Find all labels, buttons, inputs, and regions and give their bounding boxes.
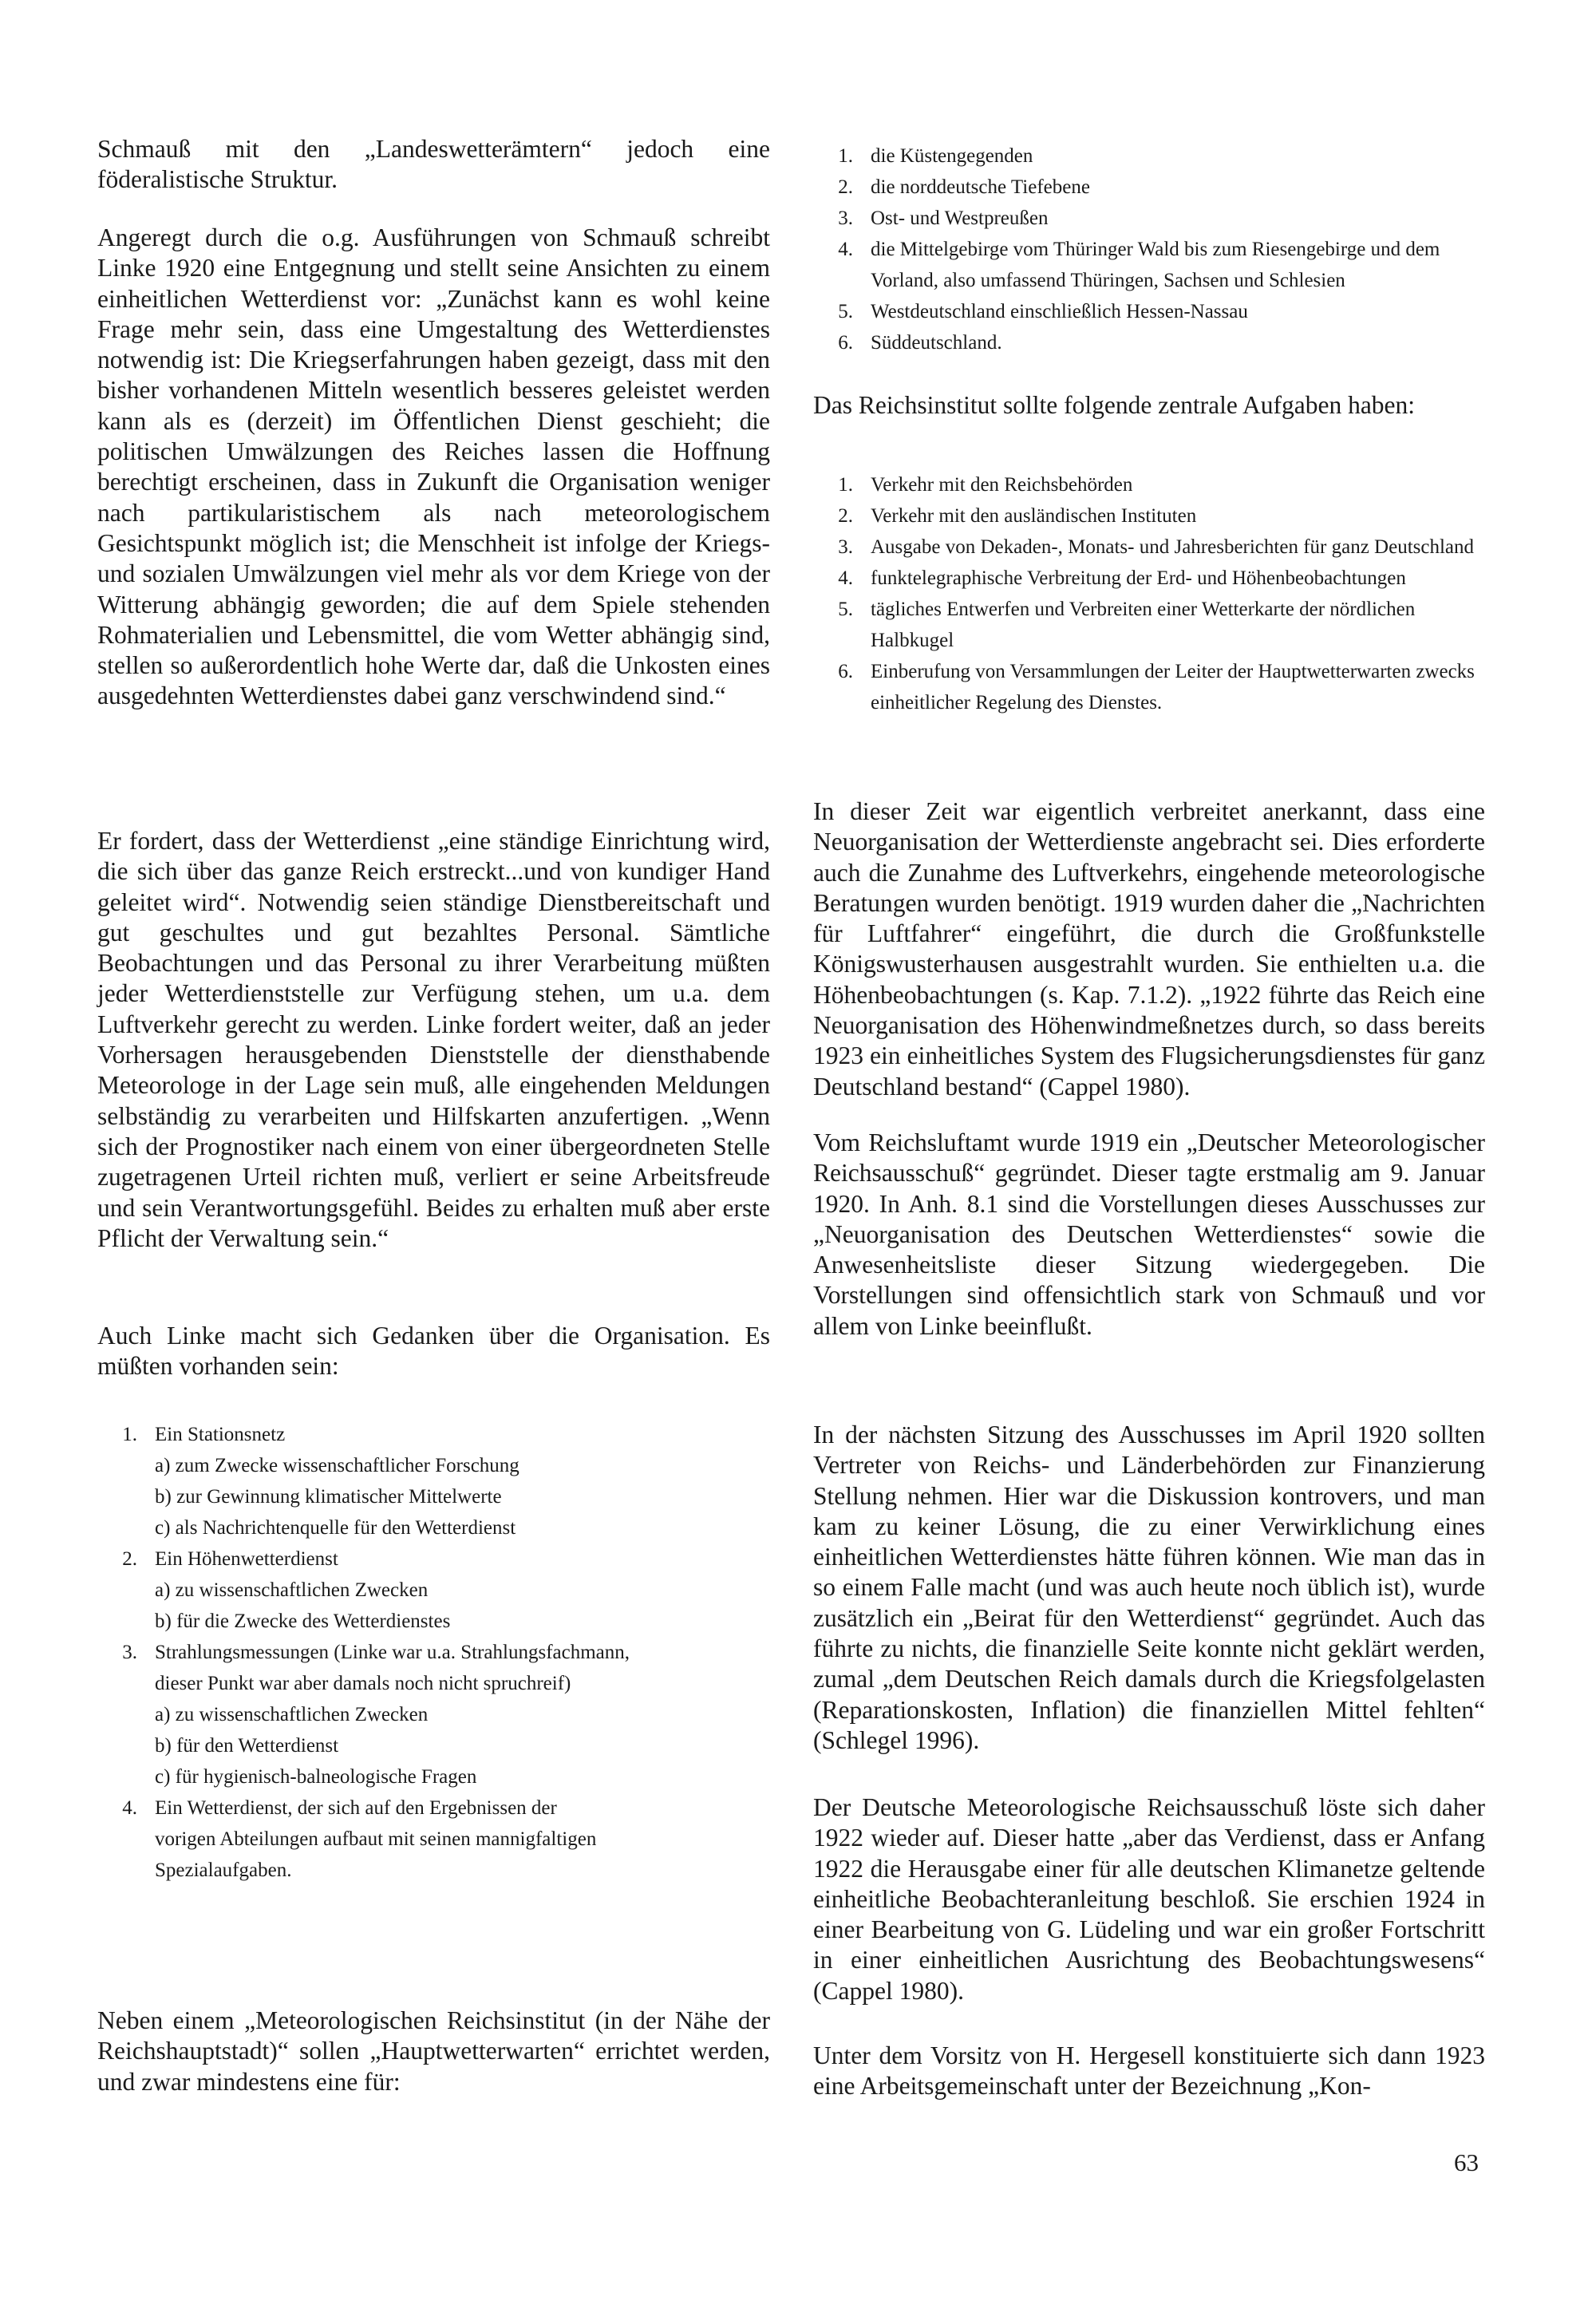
list-text: Ausgabe von Dekaden-, Monats- und Jahresberichten für ganz Deutschland [871, 536, 1475, 558]
list-text: Einberufung von Versammlungen der Leiter der Hauptwetterwarten zwecks einheitlicher Regelung des Dienstes. [871, 661, 1475, 713]
list-item [97, 1606, 770, 1637]
list-item [813, 532, 1485, 563]
list-text: Strahlungsmessungen (Linke war u.a. Strahlungsfachmann, [155, 1642, 630, 1663]
list-group [97, 1637, 770, 1792]
right-paragraph-2 [813, 796, 1485, 1102]
list-item [813, 172, 1485, 203]
list-text: Westdeutschland einschließlich Hessen-Nassau [871, 301, 1248, 322]
paragraph: Auch Linke macht sich Gedanken über die Organisation. Es müßten vorhanden sein: [97, 1322, 770, 1381]
list-item [97, 1824, 770, 1855]
paragraph: Neben einem „Meteorologischen Reichsinstitut (in der Nähe der Reichshauptstadt)“ sollen „Hauptwetterwarten“ errichtet werden, und zwar mindestens eine für: [97, 2006, 770, 2096]
right-paragraph-1 [813, 390, 1485, 421]
list-number: 3. [838, 207, 853, 229]
list-number: 6. [838, 661, 853, 682]
list-item [97, 1481, 770, 1512]
list-text: die Mittelgebirge vom Thüringer Wald bis zum Riesengebirge und dem Vorland, also umfassend Thüringen, Sachsen und Schlesien [871, 239, 1440, 291]
left-paragraph-1 [97, 134, 770, 196]
hauptwetterwarten-list [813, 140, 1485, 358]
list-number [97, 1730, 155, 1761]
left-paragraph-2 [97, 223, 770, 712]
list-number [97, 1606, 155, 1637]
list-number: 4. [122, 1797, 137, 1819]
list-text: a) zu wissenschaftlichen Zwecken [155, 1704, 429, 1725]
list-number [97, 1481, 155, 1512]
list-text: Verkehr mit den ausländischen Instituten [871, 505, 1197, 527]
list-group [97, 1543, 770, 1637]
left-paragraph-3 [97, 826, 770, 1254]
list-number: 5. [838, 301, 853, 322]
list-item [813, 656, 1485, 718]
list-group [97, 1792, 770, 1886]
list-number [97, 1512, 155, 1543]
paragraph: Der Deutsche Meteorologische Reichsausschuß löste sich daher 1922 wieder auf. Dieser hatte „aber das Verdienst, dass er Anfang 1922 die Herausgabe einer für alle deutschen Klimanetze geltende einheitliche Beobachteranleitung beschloß. Sie erschien 1924 in einer Bearbeitung von G. Lüdeling und war ein großer Fortschritt in einer einheitlichen Ausrichtung des Beobachtungswesens“ (Cappel 1980). [813, 1793, 1485, 2005]
right-paragraph-3 [813, 1128, 1485, 1342]
paragraph: Vom Reichsluftamt wurde 1919 ein „Deutscher Meteorologischer Reichsausschuß“ gegründet. Dieser tagte erstmalig am 9. Januar 1920. In Anh. 8.1 sind die Vorstellungen dieses Ausschusses zur „Neuorganisation des Deutschen Wetterdienstes“ sowie die Anwesenheitsliste dieser Sitzung wiedergegeben. Die Vorstellungen sind offensichtlich stark von Schmauß und vor allem von Linke beeinflußt. [813, 1128, 1485, 1340]
list-item [97, 1450, 770, 1481]
list-item [813, 594, 1485, 656]
list-item [813, 203, 1485, 234]
list-item [97, 1730, 770, 1761]
list-item [813, 563, 1485, 594]
list-item [813, 296, 1485, 327]
list-item [97, 1637, 770, 1668]
list-number: 4. [838, 567, 853, 589]
list-text: c) für hygienisch-balneologische Fragen [155, 1766, 477, 1788]
list-number: 6. [838, 332, 853, 354]
list-item [97, 1543, 770, 1575]
right-paragraph-5 [813, 1792, 1485, 2006]
list-text: Spezialaufgaben. [155, 1860, 292, 1881]
paragraph: In der nächsten Sitzung des Ausschusses im April 1920 sollten Vertreter von Reichs- und Länderbehörden zur Finanzierung Stellung nehmen. Hier war die Diskussion kontrovers, und man kam zu keiner Lösung, die zu einer Verwirklichung eines einheitlichen Wetterdienstes hätte führen können. Wie man das in so einem Falle macht (und was auch heute noch üblich ist), wurde zusätzlich ein „Beirat für den Wetterdienst“ gegründet. Auch das führte zu nichts, die finanzielle Seite konnte nicht geklärt werden, zumal „dem Deutschen Reich damals durch die Kriegsfolgelasten (Reparationskosten, Inflation) die finanziellen Mittel fehlten“ (Schlegel 1996). [813, 1421, 1485, 1754]
list-text: die norddeutsche Tiefebene [871, 176, 1090, 198]
list-number: 2. [838, 176, 853, 198]
list-number: 4. [838, 239, 853, 260]
list-number: 2. [122, 1548, 137, 1570]
list-text: Ost- und Westpreußen [871, 207, 1049, 229]
list-item [97, 1699, 770, 1730]
list-item [813, 327, 1485, 358]
right-paragraph-6 [813, 2041, 1485, 2102]
paragraph: Unter dem Vorsitz von H. Hergesell konstituierte sich dann 1923 eine Arbeitsgemeinschaft unter der Bezeichnung „Kon- [813, 2041, 1485, 2101]
list-number [97, 1450, 155, 1481]
list-text: Ein Wetterdienst, der sich auf den Ergebnissen der [155, 1797, 557, 1819]
list-number: 3. [838, 536, 853, 558]
list-number: 3. [122, 1642, 137, 1663]
list-number: 1. [838, 145, 853, 167]
list-item [813, 234, 1485, 296]
organisation-list [97, 1419, 770, 1886]
paragraph: Schmauß mit den „Landeswetterämtern“ jedoch eine föderalistische Struktur. [97, 135, 770, 194]
list-number [97, 1824, 155, 1855]
list-text: b) zur Gewinnung klimatischer Mittelwerte [155, 1486, 502, 1508]
list-item [97, 1575, 770, 1606]
list-number: 5. [838, 599, 853, 620]
list-text: a) zum Zwecke wissenschaftlicher Forschung [155, 1455, 519, 1476]
list-number [97, 1761, 155, 1792]
list-number [97, 1575, 155, 1606]
list-text: c) als Nachrichtenquelle für den Wetterdienst [155, 1517, 516, 1539]
list-number [97, 1668, 155, 1699]
aufgaben-list [813, 469, 1485, 718]
list-text: Verkehr mit den Reichsbehörden [871, 474, 1133, 496]
list-number: 2. [838, 505, 853, 527]
list-text: vorigen Abteilungen aufbaut mit seinen mannigfaltigen [155, 1828, 597, 1850]
list-number [97, 1855, 155, 1886]
paragraph: Das Reichsinstitut sollte folgende zentrale Aufgaben haben: [813, 391, 1416, 419]
list-item [813, 500, 1485, 532]
list-text: die Küstengegenden [871, 145, 1033, 167]
paragraph: In dieser Zeit war eigentlich verbreitet anerkannt, dass eine Neuorganisation der Wetterdienste angebracht sei. Dies erforderte auch die Zunahme des Luftverkehrs, eingehende meteorologische Beratungen wurden benötigt. 1919 wurden daher die „Nachrichten für Luftfahrer“ eingeführt, die durch die Großfunkstelle Königswusterhausen ausgestrahlt wurden. Sie enthielten u.a. die Höhenbeobachtungen (s. Kap. 7.1.2). „1922 führte das Reich eine Neuorganisation des Höhenwindmeßnetzes durch, so dass bereits 1923 ein einheitliches System des Flugsicherungsdienstes für ganz Deutschland bestand“ (Cappel 1980). [813, 797, 1485, 1101]
left-paragraph-4 [97, 1321, 770, 1382]
list-text: tägliches Entwerfen und Verbreiten einer Wetterkarte der nördlichen Halbkugel [871, 599, 1416, 651]
list-text: funktelegraphische Verbreitung der Erd- und Höhenbeobachtungen [871, 567, 1406, 589]
list-item [813, 140, 1485, 172]
list-item [813, 469, 1485, 500]
paragraph: Angeregt durch die o.g. Ausführungen von Schmauß schreibt Linke 1920 eine Entgegnung und stellt seine Ansichten zu einem einheitlichen Wetterdienst vor: „Zunächst kann es wohl keine Frage mehr sein, dass eine Umgestaltung des Wetterdienstes notwendig ist: Die Kriegserfahrungen haben gezeigt, dass mit den bisher vorhandenen Mitteln wesentlich besseres geleistet werden kann als es (derzeit) im Öffentlichen Dienst geschieht; die politischen Umwälzungen des Reiches lassen die Hoffnung berechtigt erscheinen, dass in Zukunft die Organisation weniger nach partikularistischem als nach meteorologischem Gesichtspunkt möglich ist; die Menschheit ist infolge der Kriegs- und sozialen Umwälzungen viel mehr als vor dem Kriege von der Witterung abhängig geworden; die auf dem Spiele stehenden Rohmaterialien und Lebensmittel, die vom Wetter abhängig sind, stellen so außerordentlich hohe Werte dar, daß die Unkosten eines ausgedehnten Wetterdienstes dabei ganz verschwindend sind.“ [97, 223, 770, 710]
list-text: Ein Höhenwetterdienst [155, 1548, 338, 1570]
page-number: 63 [1454, 2148, 1479, 2176]
list-item [97, 1761, 770, 1792]
list-item [97, 1855, 770, 1886]
list-number [97, 1699, 155, 1730]
list-number: 1. [838, 474, 853, 496]
list-text: dieser Punkt war aber damals noch nicht spruchreif) [155, 1673, 571, 1694]
list-item [97, 1668, 770, 1699]
list-group [97, 1419, 770, 1543]
list-text: b) für die Zwecke des Wetterdienstes [155, 1611, 451, 1632]
list-number: 1. [122, 1424, 137, 1445]
list-text: Süddeutschland. [871, 332, 1002, 354]
left-paragraph-5 [97, 2006, 770, 2097]
list-item [97, 1419, 770, 1450]
list-text: a) zu wissenschaftlichen Zwecken [155, 1579, 429, 1601]
paragraph: Er fordert, dass der Wetterdienst „eine ständige Einrichtung wird, die sich über das ganze Reich erstreckt...und von kundiger Hand geleitet wird“. Notwendig seien ständige Dienstbereitschaft und gut geschultes und gut bezahltes Personal. Sämtliche Beobachtungen und das Personal zu ihrer Verarbeitung müßten jeder Wetterdienststelle zur Verfügung stehen, um u.a. dem Luftverkehr gerecht zu werden. Linke fordert weiter, daß an jeder Vorhersagen herausgebenden Dienststelle der diensthabende Meteorologe in der Lage sein muß, alle eingehenden Meldungen selbständig zu verarbeiten und Hilfskarten anzufertigen. „Wenn sich der Prognostiker nach einem von einer übergeordneten Stelle zugetragenen Urteil richten muß, verliert er seine Arbeitsfreude und sein Verantwortungsgefühl. Beides zu erhalten muß aber erste Pflicht der Verwaltung sein.“ [97, 827, 770, 1252]
list-item [97, 1512, 770, 1543]
list-text: Ein Stationsnetz [155, 1424, 286, 1445]
list-text: b) für den Wetterdienst [155, 1735, 339, 1757]
list-item [97, 1792, 770, 1824]
right-paragraph-4 [813, 1420, 1485, 1756]
